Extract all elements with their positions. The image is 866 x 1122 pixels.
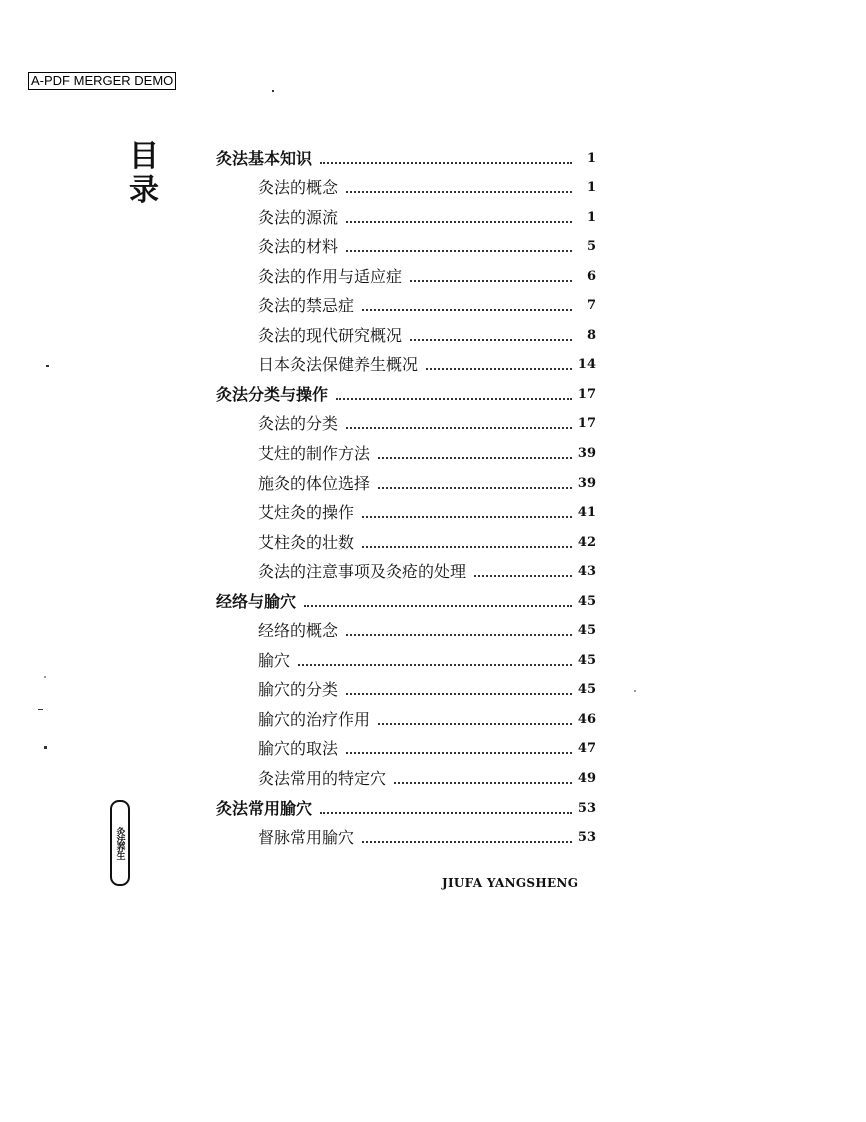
dot-leader: [346, 634, 572, 636]
toc-entry-label: 经络的概念: [258, 621, 339, 641]
dot-leader: [362, 841, 572, 843]
toc-entry-page-number: 14: [577, 357, 596, 373]
toc-sub-entry[interactable]: [216, 229, 596, 259]
toc-entry-page-number: 45: [577, 593, 596, 609]
toc-entry-label: 腧穴的治疗作用: [258, 709, 371, 729]
toc-entry-page-number: 46: [577, 711, 596, 727]
dot-leader: [304, 605, 572, 607]
dot-leader: [298, 664, 572, 666]
running-footer: JIUFA YANGSHENG: [442, 876, 579, 890]
toc-sub-entry[interactable]: [216, 495, 596, 525]
toc-entry-label: 施灸的体位选择: [258, 473, 371, 493]
toc-entry-label: 灸法的分类: [258, 414, 339, 434]
table-of-contents: [216, 140, 596, 849]
toc-sub-entry[interactable]: [216, 317, 596, 347]
book-seal: [110, 800, 130, 886]
toc-entry-label: 灸法的禁忌症: [258, 296, 355, 316]
toc-section-entry[interactable]: [216, 140, 596, 170]
toc-entry-page-number: 45: [577, 623, 596, 639]
scan-speck: [38, 709, 43, 710]
toc-entry-page-number: 42: [577, 534, 596, 550]
dot-leader: [346, 427, 572, 429]
toc-section-entry[interactable]: [216, 583, 596, 613]
scan-speck: [44, 676, 46, 678]
toc-heading: [126, 140, 162, 208]
toc-sub-entry[interactable]: [216, 258, 596, 288]
toc-sub-entry[interactable]: [216, 820, 596, 850]
dot-leader: [346, 191, 572, 193]
toc-entry-page-number: 49: [577, 771, 596, 787]
dot-leader: [362, 546, 572, 548]
toc-entry-page-number: 45: [577, 652, 596, 668]
toc-sub-entry[interactable]: [216, 199, 596, 229]
toc-entry-label: 经络与腧穴: [216, 591, 297, 611]
toc-entry-page-number: 53: [577, 800, 596, 816]
toc-entry-page-number: 47: [577, 741, 596, 757]
dot-leader: [320, 812, 572, 814]
toc-entry-page-number: 6: [586, 268, 596, 284]
toc-heading-char: 目: [129, 139, 159, 174]
dot-leader: [378, 487, 572, 489]
dot-leader: [346, 221, 572, 223]
toc-entry-page-number: 45: [577, 682, 596, 698]
dot-leader: [346, 752, 572, 754]
toc-sub-entry[interactable]: [216, 465, 596, 495]
toc-sub-entry[interactable]: [216, 435, 596, 465]
dot-leader: [346, 693, 572, 695]
toc-entry-label: 艾炷的制作方法: [258, 444, 371, 464]
toc-entry-label: 灸法基本知识: [216, 148, 313, 168]
toc-entry-label: 腧穴的分类: [258, 680, 339, 700]
dot-leader: [410, 280, 572, 282]
toc-entry-label: 灸法的源流: [258, 207, 339, 227]
toc-entry-label: 督脉常用腧穴: [258, 828, 355, 848]
toc-entry-label: 灸法的作用与适应症: [258, 266, 403, 286]
toc-entry-label: 腧穴: [258, 650, 291, 670]
toc-sub-entry[interactable]: [216, 554, 596, 584]
toc-entry-page-number: 7: [586, 298, 596, 314]
toc-entry-label: 灸法的材料: [258, 237, 339, 257]
dot-leader: [378, 723, 572, 725]
dot-leader: [346, 250, 572, 252]
dot-leader: [426, 368, 572, 370]
toc-entry-page-number: 8: [586, 327, 596, 343]
toc-sub-entry[interactable]: [216, 170, 596, 200]
toc-sub-entry[interactable]: [216, 613, 596, 643]
dot-leader: [394, 782, 572, 784]
toc-entry-page-number: 5: [586, 239, 596, 255]
toc-sub-entry[interactable]: [216, 347, 596, 377]
toc-entry-label: 艾炷灸的操作: [258, 503, 355, 523]
toc-sub-entry[interactable]: [216, 701, 596, 731]
toc-entry-page-number: 53: [577, 830, 596, 846]
toc-entry-page-number: 17: [577, 416, 596, 432]
dot-leader: [320, 162, 572, 164]
toc-sub-entry[interactable]: [216, 642, 596, 672]
toc-entry-page-number: 1: [586, 150, 596, 166]
toc-entry-page-number: 17: [577, 386, 596, 402]
scan-speck: [634, 690, 636, 692]
dot-leader: [362, 309, 572, 311]
dot-leader: [336, 398, 572, 400]
scan-speck: [272, 90, 274, 92]
toc-entry-label: 灸法分类与操作: [216, 384, 329, 404]
toc-entry-label: 日本灸法保健养生概况: [258, 355, 419, 375]
toc-section-entry[interactable]: [216, 790, 596, 820]
seal-text: 灸法养生: [114, 827, 125, 859]
toc-sub-entry[interactable]: [216, 524, 596, 554]
toc-entry-label: 灸法的注意事项及灸疮的处理: [258, 562, 467, 582]
toc-entry-label: 艾柱灸的壮数: [258, 532, 355, 552]
toc-entry-label: 灸法的现代研究概况: [258, 325, 403, 345]
scan-speck: [44, 746, 47, 749]
toc-entry-page-number: 41: [577, 505, 596, 521]
toc-entry-page-number: 1: [586, 209, 596, 225]
dot-leader: [362, 516, 572, 518]
toc-sub-entry[interactable]: [216, 672, 596, 702]
toc-sub-entry[interactable]: [216, 731, 596, 761]
toc-entry-label: 灸法的概念: [258, 178, 339, 198]
dot-leader: [378, 457, 572, 459]
toc-entry-label: 腧穴的取法: [258, 739, 339, 759]
dot-leader: [410, 339, 572, 341]
toc-entry-page-number: 1: [586, 180, 596, 196]
toc-entry-label: 灸法常用的特定穴: [258, 769, 387, 789]
toc-heading-char: 录: [129, 173, 159, 208]
toc-entry-page-number: 39: [577, 446, 596, 462]
toc-sub-entry[interactable]: [216, 760, 596, 790]
toc-entry-page-number: 39: [577, 475, 596, 491]
scan-speck: [46, 365, 49, 367]
toc-entry-page-number: 43: [577, 564, 596, 580]
watermark: A-PDF MERGER DEMO: [28, 72, 176, 90]
toc-entry-label: 灸法常用腧穴: [216, 798, 313, 818]
toc-section-entry[interactable]: [216, 376, 596, 406]
toc-sub-entry[interactable]: [216, 406, 596, 436]
toc-sub-entry[interactable]: [216, 288, 596, 318]
dot-leader: [474, 575, 572, 577]
